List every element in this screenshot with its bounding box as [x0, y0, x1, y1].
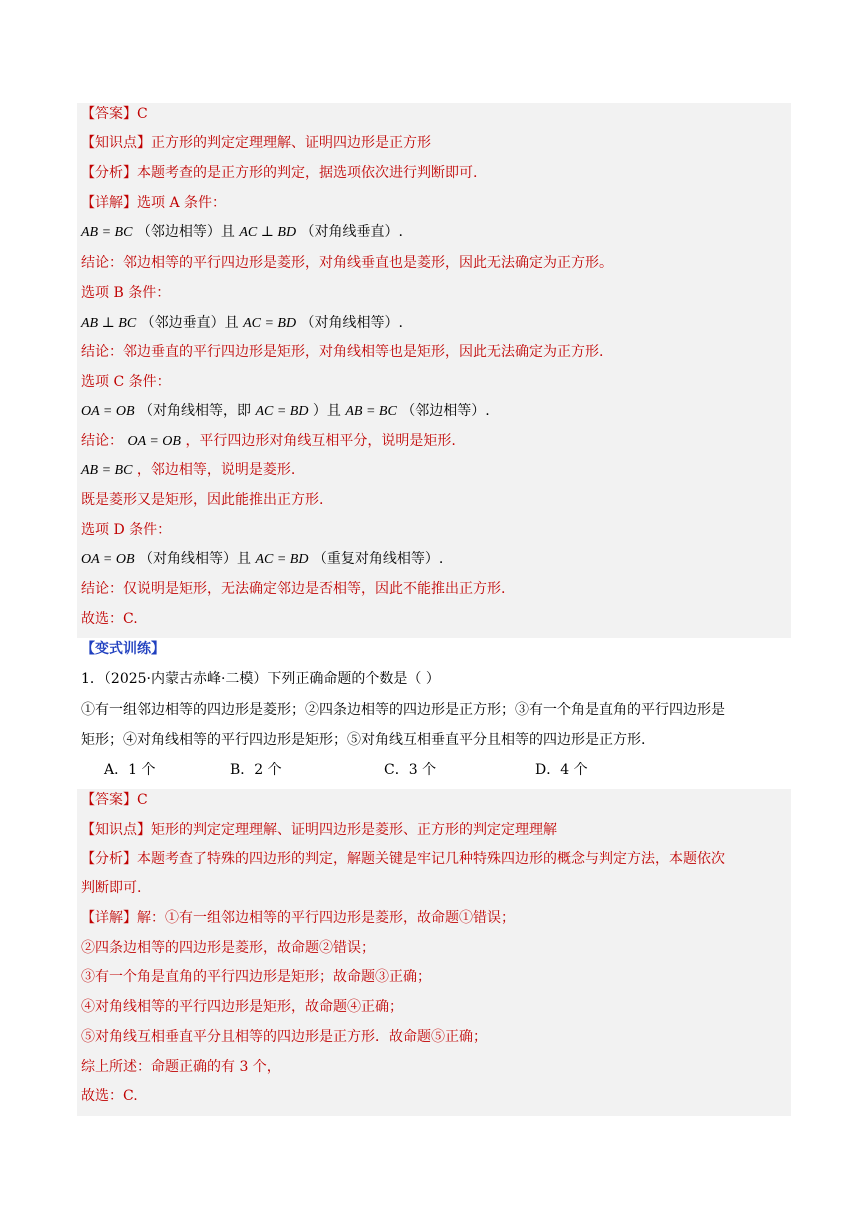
- math-expr: OA = OB: [127, 434, 181, 449]
- option-c-heading: 选项 C 条件：: [81, 374, 171, 390]
- text-run: ）且: [312, 403, 341, 419]
- option-b-heading: 选项 B 条件：: [81, 285, 171, 301]
- math-expr: AC = BD: [243, 316, 297, 331]
- text-run: （对角线相等，即: [138, 403, 251, 419]
- math-expr: OA = OB: [81, 404, 135, 419]
- detail-line: 【详解】选项 A 条件：: [81, 195, 227, 211]
- variant-training-title: 【变式训练】: [81, 641, 165, 657]
- summary-line: 综上所述：命题正确的有 3 个，: [81, 1059, 281, 1075]
- option-a-condition: [81, 222, 403, 243]
- option-b-condition: [81, 313, 403, 334]
- math-expr: AB ⊥ BC: [81, 316, 137, 331]
- text-run: ，平行四边形对角线互相平分，说明是矩形.: [185, 433, 456, 449]
- text-run: （对角线相等）.: [300, 315, 403, 331]
- text-run: （重复对角线相等）.: [312, 551, 444, 567]
- answer-line: 【答案】C: [81, 106, 148, 122]
- option-a-conclusion: 结论：邻边相等的平行四边形是菱形，对角线垂直也是菱形，因此无法确定为正方形。: [81, 255, 613, 271]
- question-line-1: ①有一组邻边相等的四边形是菱形；②四条边相等的四边形是正方形；③有一个角是直角的平行四边形是: [81, 702, 725, 718]
- math-expr: AB = BC: [345, 404, 397, 419]
- option-d-condition: [81, 549, 443, 570]
- detail-line-4: ④对角线相等的平行四边形是矩形，故命题④正确；: [81, 999, 403, 1015]
- option-b-conclusion: 结论：邻边垂直的平行四边形是矩形，对角线相等也是矩形，因此无法确定为正方形.: [81, 344, 604, 360]
- math-expr: AB = BC: [81, 225, 133, 240]
- text-run: （邻边相等）且: [136, 224, 235, 240]
- option-d: D．4 个: [535, 762, 588, 778]
- analysis-line: 【分析】本题考查的是正方形的判定，据选项依次进行判断即可.: [81, 165, 478, 181]
- answer-line: 【答案】C: [81, 792, 148, 808]
- detail-line-5: ⑤对角线互相垂直平分且相等的四边形是正方形．故命题⑤正确；: [81, 1029, 487, 1045]
- math-expr: AC = BD: [255, 404, 309, 419]
- option-c-rhombus: [81, 460, 295, 481]
- text-run: 结论：: [81, 433, 123, 449]
- option-c-both: 既是菱形又是矩形，因此能推出正方形.: [81, 492, 324, 508]
- option-b: B．2 个: [230, 762, 282, 778]
- option-c-conclusion: [81, 431, 456, 452]
- text-run: （对角线垂直）.: [300, 224, 403, 240]
- math-expr: AC ⊥ BD: [239, 225, 297, 240]
- detail-line: 【详解】解：①有一组邻边相等的平行四边形是菱形，故命题①错误；: [81, 910, 515, 926]
- math-expr: AC = BD: [255, 552, 309, 567]
- question-stem: 1．（2025·内蒙古赤峰·二模）下列正确命题的个数是（ ）: [81, 671, 440, 687]
- analysis-line-2: 判断即可.: [81, 880, 142, 896]
- knowledge-line: 【知识点】正方形的判定定理理解、证明四边形是正方形: [81, 135, 431, 151]
- question-line-2: 矩形；④对角线相等的平行四边形是矩形；⑤对角线互相垂直平分且相等的四边形是正方形.: [81, 732, 646, 748]
- text-run: （对角线相等）且: [138, 551, 251, 567]
- math-expr: OA = OB: [81, 552, 135, 567]
- option-d-conclusion: 结论：仅说明是矩形，无法确定邻边是否相等，因此不能推出正方形.: [81, 581, 506, 597]
- analysis-line-1: 【分析】本题考查了特殊的四边形的判定，解题关键是牢记几种特殊四边形的概念与判定方法，本题依次: [81, 851, 725, 867]
- text-run: （邻边垂直）且: [140, 315, 239, 331]
- text-run: ，邻边相等，说明是菱形.: [136, 462, 296, 478]
- text-run: （邻边相等）.: [401, 403, 490, 419]
- option-a: A．1 个: [104, 762, 156, 778]
- option-c: C．3 个: [384, 762, 437, 778]
- math-expr: AB = BC: [81, 463, 133, 478]
- choose-line: 故选：C.: [81, 1088, 138, 1104]
- option-d-heading: 选项 D 条件：: [81, 522, 172, 538]
- choose-line: 故选：C.: [81, 611, 138, 627]
- detail-line-2: ②四条边相等的四边形是菱形，故命题②错误；: [81, 940, 375, 956]
- option-c-condition: [81, 401, 490, 422]
- knowledge-line: 【知识点】矩形的判定定理理解、证明四边形是菱形、正方形的判定定理理解: [81, 822, 557, 838]
- detail-line-3: ③有一个角是直角的平行四边形是矩形；故命题③正确；: [81, 969, 431, 985]
